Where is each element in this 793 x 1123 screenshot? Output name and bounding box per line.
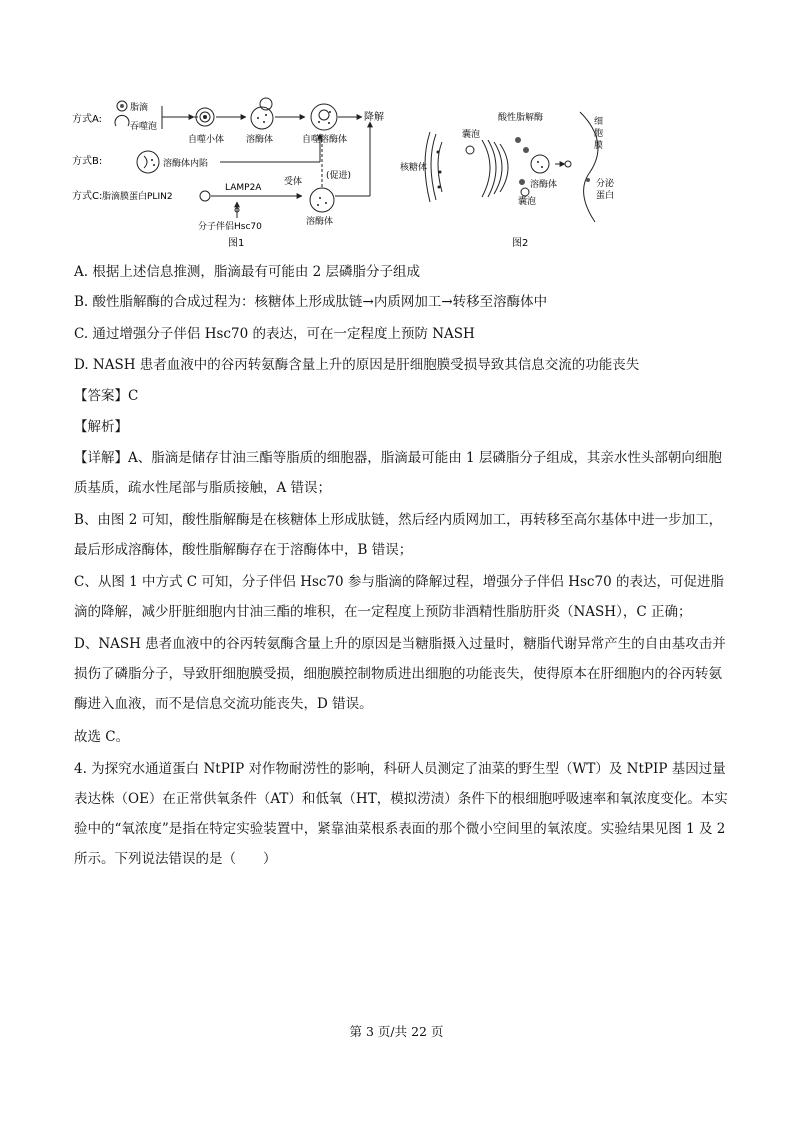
vesicle-2-label: 囊泡 bbox=[518, 197, 537, 207]
fig2-lysosome-icon bbox=[531, 155, 549, 173]
phagosome-icon bbox=[115, 115, 129, 126]
fig2-lysosome-label: 溶酶体 bbox=[530, 180, 558, 190]
secretory-label-1: 分泌 bbox=[596, 179, 615, 189]
lysosome-c-label: 溶酶体 bbox=[306, 217, 334, 227]
fig1-label-a: 方式A: bbox=[72, 114, 103, 125]
figure-2-diagram bbox=[400, 111, 615, 249]
page-footer: 第 3 页/共 22 页 bbox=[349, 1024, 444, 1039]
detail-d: D、NASH 患者血液中的谷丙转氨酶含量上升的原因是当糖脂摄入过量时，糖脂代谢异常产生的自由基攻击并损伤了磷脂分子，导致肝细胞膜受损，细胞膜控制物质进出细胞的功能丧失，使得原本在肝细胞内的谷丙转氨酶进入血液，而不是信息交流功能丧失，D 错误。 bbox=[74, 636, 726, 712]
autophagosome-label: 自噬小体 bbox=[188, 135, 225, 145]
autolysosome-label: 自噬溶酶体 bbox=[302, 135, 348, 145]
invagination-label: 溶酶体内陷 bbox=[163, 159, 209, 169]
option-b: B. 酸性脂解酶的合成过程为：核糖体上形成肽链→内质网加工→转移至溶酶体中 bbox=[74, 294, 548, 310]
ribosome-label: 核糖体 bbox=[400, 163, 428, 173]
figure-area bbox=[70, 92, 650, 252]
phagosome-label: 吞噬泡 bbox=[130, 122, 158, 132]
option-a: A. 根据上述信息推测，脂滴最有可能由 2 层磷脂分子组成 bbox=[74, 264, 421, 280]
detail-a: 【详解】A、脂滴是储存甘油三酯等脂质的细胞器，脂滴最可能由 1 层磷脂分子组成，其亲水性头部朝向细胞质基质，疏水性尾部与脂质接触，A 错误； bbox=[74, 450, 722, 496]
figure-1-caption: 图1 bbox=[228, 238, 245, 249]
conclusion: 故选 C。 bbox=[74, 729, 130, 745]
lysosome-a-label: 溶酶体 bbox=[246, 135, 274, 145]
hsc70-label: 分子伴侣Hsc70 bbox=[198, 222, 262, 232]
lipid-droplet-label: 脂滴 bbox=[130, 103, 149, 113]
answer: 【答案】C bbox=[74, 388, 139, 404]
fig1-label-c: 方式C: bbox=[72, 191, 103, 202]
promote-label: (促进) bbox=[326, 171, 352, 181]
detail-c: C、从图 1 中方式 C 可知，分子伴侣 Hsc70 参与脂滴的降解过程，增强分子伴侣 Hsc70 的表达，可促进脂滴的降解，减少肝脏细胞内甘油三酯的堆积，在一定程度上预防非酒精性脂肪肝炎（NASH），C 正确； bbox=[74, 574, 724, 620]
acid-lipase-label: 酸性脂解酶 bbox=[498, 113, 544, 123]
membrane-label-1: 细 bbox=[594, 117, 604, 127]
detail-b: B、由图 2 可知，酸性脂解酶是在核糖体上形成肽链，然后经内质网加工，再转移至高尔基体中进一步加工，最后形成溶酶体，酸性脂解酶存在于溶酶体中，B 错误； bbox=[74, 512, 723, 558]
vesicle-1-label: 囊泡 bbox=[462, 130, 481, 140]
lamp2a-label: LAMP2A bbox=[225, 183, 262, 193]
figure-1-diagram bbox=[70, 92, 650, 252]
receptor-label: 受体 bbox=[284, 177, 303, 187]
question-4: 4. 为探究水通道蛋白 NtPIP 对作物耐涝性的影响，科研人员测定了油菜的野生型（WT）及 NtPIP 基因过量表达株（OE）在正常供氧条件（AT）和低氧（HT，模拟涝渍）条件下的根细胞呼吸速率和氧浓度变化。本实验中的“氧浓度”是指在特定实验装置中，紧靠油菜根系表面的那个微小空间里的氧浓度。实验结果见图 1 及 2 所示。下列说法错误的是（ ） bbox=[74, 761, 728, 867]
analysis-label: 【解析】 bbox=[74, 419, 128, 435]
membrane-label-3: 膜 bbox=[594, 141, 604, 151]
figure-2-caption: 图2 bbox=[512, 238, 529, 249]
secretory-label-2: 蛋白 bbox=[596, 191, 615, 201]
option-d: D. NASH 患者血液中的谷丙转氨酶含量上升的原因是肝细胞膜受损导致其信息交流的功能丧失 bbox=[74, 357, 640, 373]
lysosome-a-icon bbox=[251, 107, 273, 129]
invagination-icon bbox=[137, 151, 159, 173]
membrane-label-2: 胞 bbox=[594, 129, 604, 139]
plin2-label: 脂滴膜蛋白PLIN2 bbox=[102, 192, 173, 202]
option-c: C. 通过增强分子伴侣 Hsc70 的表达，可在一定程度上预防 NASH bbox=[74, 326, 475, 342]
autolysosome-icon bbox=[311, 104, 337, 130]
lysosome-c-icon bbox=[310, 188, 334, 212]
fig1-label-b: 方式B: bbox=[72, 156, 103, 167]
degrade-label: 降解 bbox=[364, 112, 384, 123]
